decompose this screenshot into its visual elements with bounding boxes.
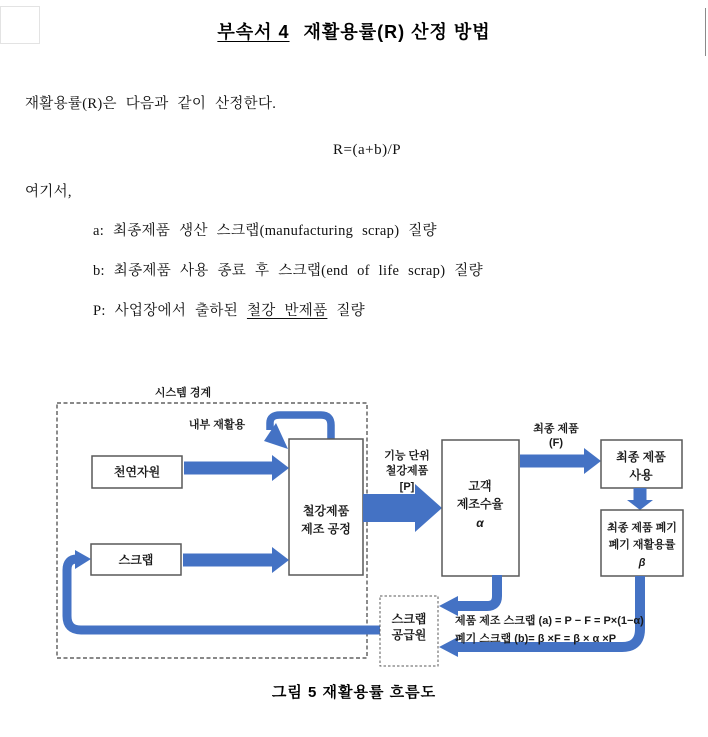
steel-process-label-2: 제조 공정 xyxy=(301,522,351,536)
figure-caption: 그림 5 재활용률 흐름도 xyxy=(271,684,437,701)
customer-yield-label-3: α xyxy=(476,516,484,530)
final-product-use-box xyxy=(601,440,682,488)
system-boundary-label: 시스템 경계 xyxy=(154,387,212,399)
use-box-label-2: 사용 xyxy=(629,468,653,482)
where-text: 여기서, xyxy=(25,184,72,200)
internal-recycling-label: 내부 재활용 xyxy=(188,419,246,431)
final-product-label-2: (F) xyxy=(548,437,564,449)
scrap-box xyxy=(91,544,181,575)
disposal-label-1: 최종 제품 폐기 xyxy=(607,522,677,534)
arrow-customer-to-scrap-supply xyxy=(439,575,497,616)
arrow-natural-to-process xyxy=(184,455,289,481)
definition-p-suffix: 질량 xyxy=(327,303,365,319)
disposal-label-3: β xyxy=(638,557,646,569)
definition-p xyxy=(93,299,365,320)
functional-unit-label-3: [P] xyxy=(399,481,415,493)
disposal-label-2: 폐기 재활용률 xyxy=(608,539,676,551)
customer-yield-label-1: 고객 xyxy=(468,479,492,493)
disposal-scrap-formula: 폐기 스크랩 (b)= β ×F = β × α ×P xyxy=(455,633,617,645)
final-product-label-1: 최종 제품 xyxy=(533,423,579,435)
page-title-annex: 부속서 4 xyxy=(217,22,290,42)
definition-p-prefix: P: 사업장에서 출하된 xyxy=(93,303,247,319)
functional-unit-label-2: 철강제품 xyxy=(385,465,429,477)
steel-process-label-1: 철강제품 xyxy=(302,504,350,518)
arrow-customer-to-use xyxy=(520,448,601,474)
intro-text: 재활용률(R)은 다음과 같이 산정한다. xyxy=(25,96,277,112)
arrow-use-to-disposal xyxy=(627,488,653,510)
arrow-scrap-to-process xyxy=(183,547,289,573)
scrap-supply-label-2: 공급원 xyxy=(391,628,427,642)
definition-a: a: 최종제품 생산 스크랩(manufacturing scrap) 질량 xyxy=(93,223,437,239)
disposal-box xyxy=(601,510,683,576)
customer-yield-box xyxy=(442,440,519,576)
natural-resources-box xyxy=(92,456,182,488)
page-title xyxy=(0,18,708,44)
functional-unit-label-1: 기능 단위 xyxy=(384,450,430,462)
recycling-flow-diagram xyxy=(0,378,708,678)
use-box-label-1: 최종 제품 xyxy=(616,450,666,464)
natural-resources-label: 천연자원 xyxy=(113,465,161,479)
scrap-supply-label-1: 스크랩 xyxy=(391,612,427,626)
definition-b: b: 최종제품 사용 종료 후 스크랩(end of life scrap) 질량 xyxy=(93,263,483,279)
steel-process-box xyxy=(289,439,363,575)
recycling-rate-formula: R=(a+b)/P xyxy=(333,142,402,158)
customer-yield-label-2: 제조수율 xyxy=(456,497,504,511)
scrap-label: 스크랩 xyxy=(118,553,154,567)
scrap-supply-box xyxy=(380,596,438,666)
page-title-rest: 재활용률(R) 산정 방법 xyxy=(303,22,491,42)
manufacturing-scrap-formula: 제품 제조 스크랩 (a) = P − F = P×(1−α) xyxy=(455,615,644,627)
definition-p-underlined: 철강 반제품 xyxy=(246,303,328,319)
